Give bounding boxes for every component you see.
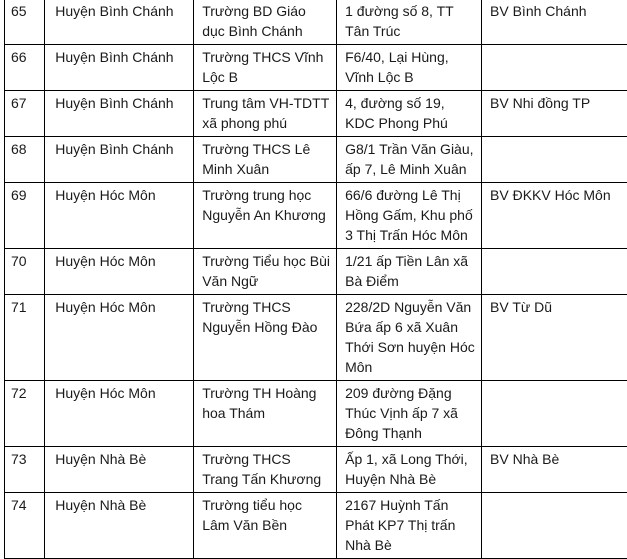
hospital-cell [482, 249, 627, 295]
school-cell: Trường trung học Nguyễn An Khương [194, 183, 337, 249]
district-cell: Huyện Hóc Môn [45, 381, 194, 447]
hospital-cell: BV ĐKKV Hóc Môn [482, 183, 627, 249]
school-cell: Trường THCS Trang Tấn Khương [194, 447, 337, 493]
address-cell: 1/21 ấp Tiền Lân xã Bà Điểm [337, 249, 482, 295]
district-cell: Huyện Bình Chánh [45, 45, 194, 91]
hospital-cell [482, 493, 627, 559]
table-row [5, 447, 627, 493]
row-number: 68 [5, 137, 45, 183]
row-number: 70 [5, 249, 45, 295]
school-cell: Trung tâm VH-TDTT xã phong phú [194, 91, 337, 137]
row-number: 65 [5, 0, 45, 45]
district-cell: Huyện Hóc Môn [45, 295, 194, 381]
school-cell: Trường BD Giáo dục Bình Chánh [194, 0, 337, 45]
hospital-cell [482, 45, 627, 91]
hospital-cell: BV Từ Dũ [482, 295, 627, 381]
table-row [5, 381, 627, 447]
address-cell: 209 đường Đặng Thúc Vịnh ấp 7 xã Đông Thạnh [337, 381, 482, 447]
hospital-cell: BV Bình Chánh [482, 0, 627, 45]
hospital-cell [482, 381, 627, 447]
row-number: 72 [5, 381, 45, 447]
row-number: 73 [5, 447, 45, 493]
school-cell: Trường THCS Vĩnh Lộc B [194, 45, 337, 91]
district-cell: Huyện Hóc Môn [45, 249, 194, 295]
table-row [5, 295, 627, 381]
address-cell: G8/1 Trần Văn Giàu, ấp 7, Lê Minh Xuân [337, 137, 482, 183]
district-cell: Huyện Nhà Bè [45, 493, 194, 559]
hospital-cell: BV Nhà Bè [482, 447, 627, 493]
school-cell: Trường THCS Lê Minh Xuân [194, 137, 337, 183]
hospital-cell [482, 137, 627, 183]
school-cell: Trường TH Hoàng hoa Thám [194, 381, 337, 447]
address-cell: 66/6 đường Lê Thị Hồng Gấm, Khu phố 3 Thị Trấn Hóc Môn [337, 183, 482, 249]
address-cell: 228/2D Nguyễn Văn Bứa ấp 6 xã Xuân Thới Sơn huyện Hóc Môn [337, 295, 482, 381]
district-cell: Huyện Bình Chánh [45, 0, 194, 45]
hospital-cell: BV Nhi đồng TP [482, 91, 627, 137]
district-cell: Huyện Nhà Bè [45, 447, 194, 493]
venue-table [4, 0, 627, 559]
address-cell: F6/40, Lại Hùng, Vĩnh Lộc B [337, 45, 482, 91]
district-cell: Huyện Hóc Môn [45, 183, 194, 249]
table-row [5, 137, 627, 183]
school-cell: Trường tiểu học Lâm Văn Bền [194, 493, 337, 559]
school-cell: Trường Tiểu học Bùi Văn Ngữ [194, 249, 337, 295]
table-row [5, 91, 627, 137]
address-cell: 2167 Huỳnh Tấn Phát KP7 Thị trấn Nhà Bè [337, 493, 482, 559]
address-cell: Ấp 1, xã Long Thới, Huyện Nhà Bè [337, 447, 482, 493]
address-cell: 4, đường số 19, KDC Phong Phú [337, 91, 482, 137]
district-cell: Huyện Bình Chánh [45, 137, 194, 183]
row-number: 71 [5, 295, 45, 381]
table-row [5, 45, 627, 91]
row-number: 74 [5, 493, 45, 559]
table-row [5, 183, 627, 249]
address-cell: 1 đường số 8, TT Tân Trúc [337, 0, 482, 45]
table-row [5, 0, 627, 45]
row-number: 69 [5, 183, 45, 249]
row-number: 67 [5, 91, 45, 137]
school-cell: Trường THCS Nguyễn Hồng Đào [194, 295, 337, 381]
row-number: 66 [5, 45, 45, 91]
table-row [5, 493, 627, 559]
district-cell: Huyện Bình Chánh [45, 91, 194, 137]
table-row [5, 249, 627, 295]
